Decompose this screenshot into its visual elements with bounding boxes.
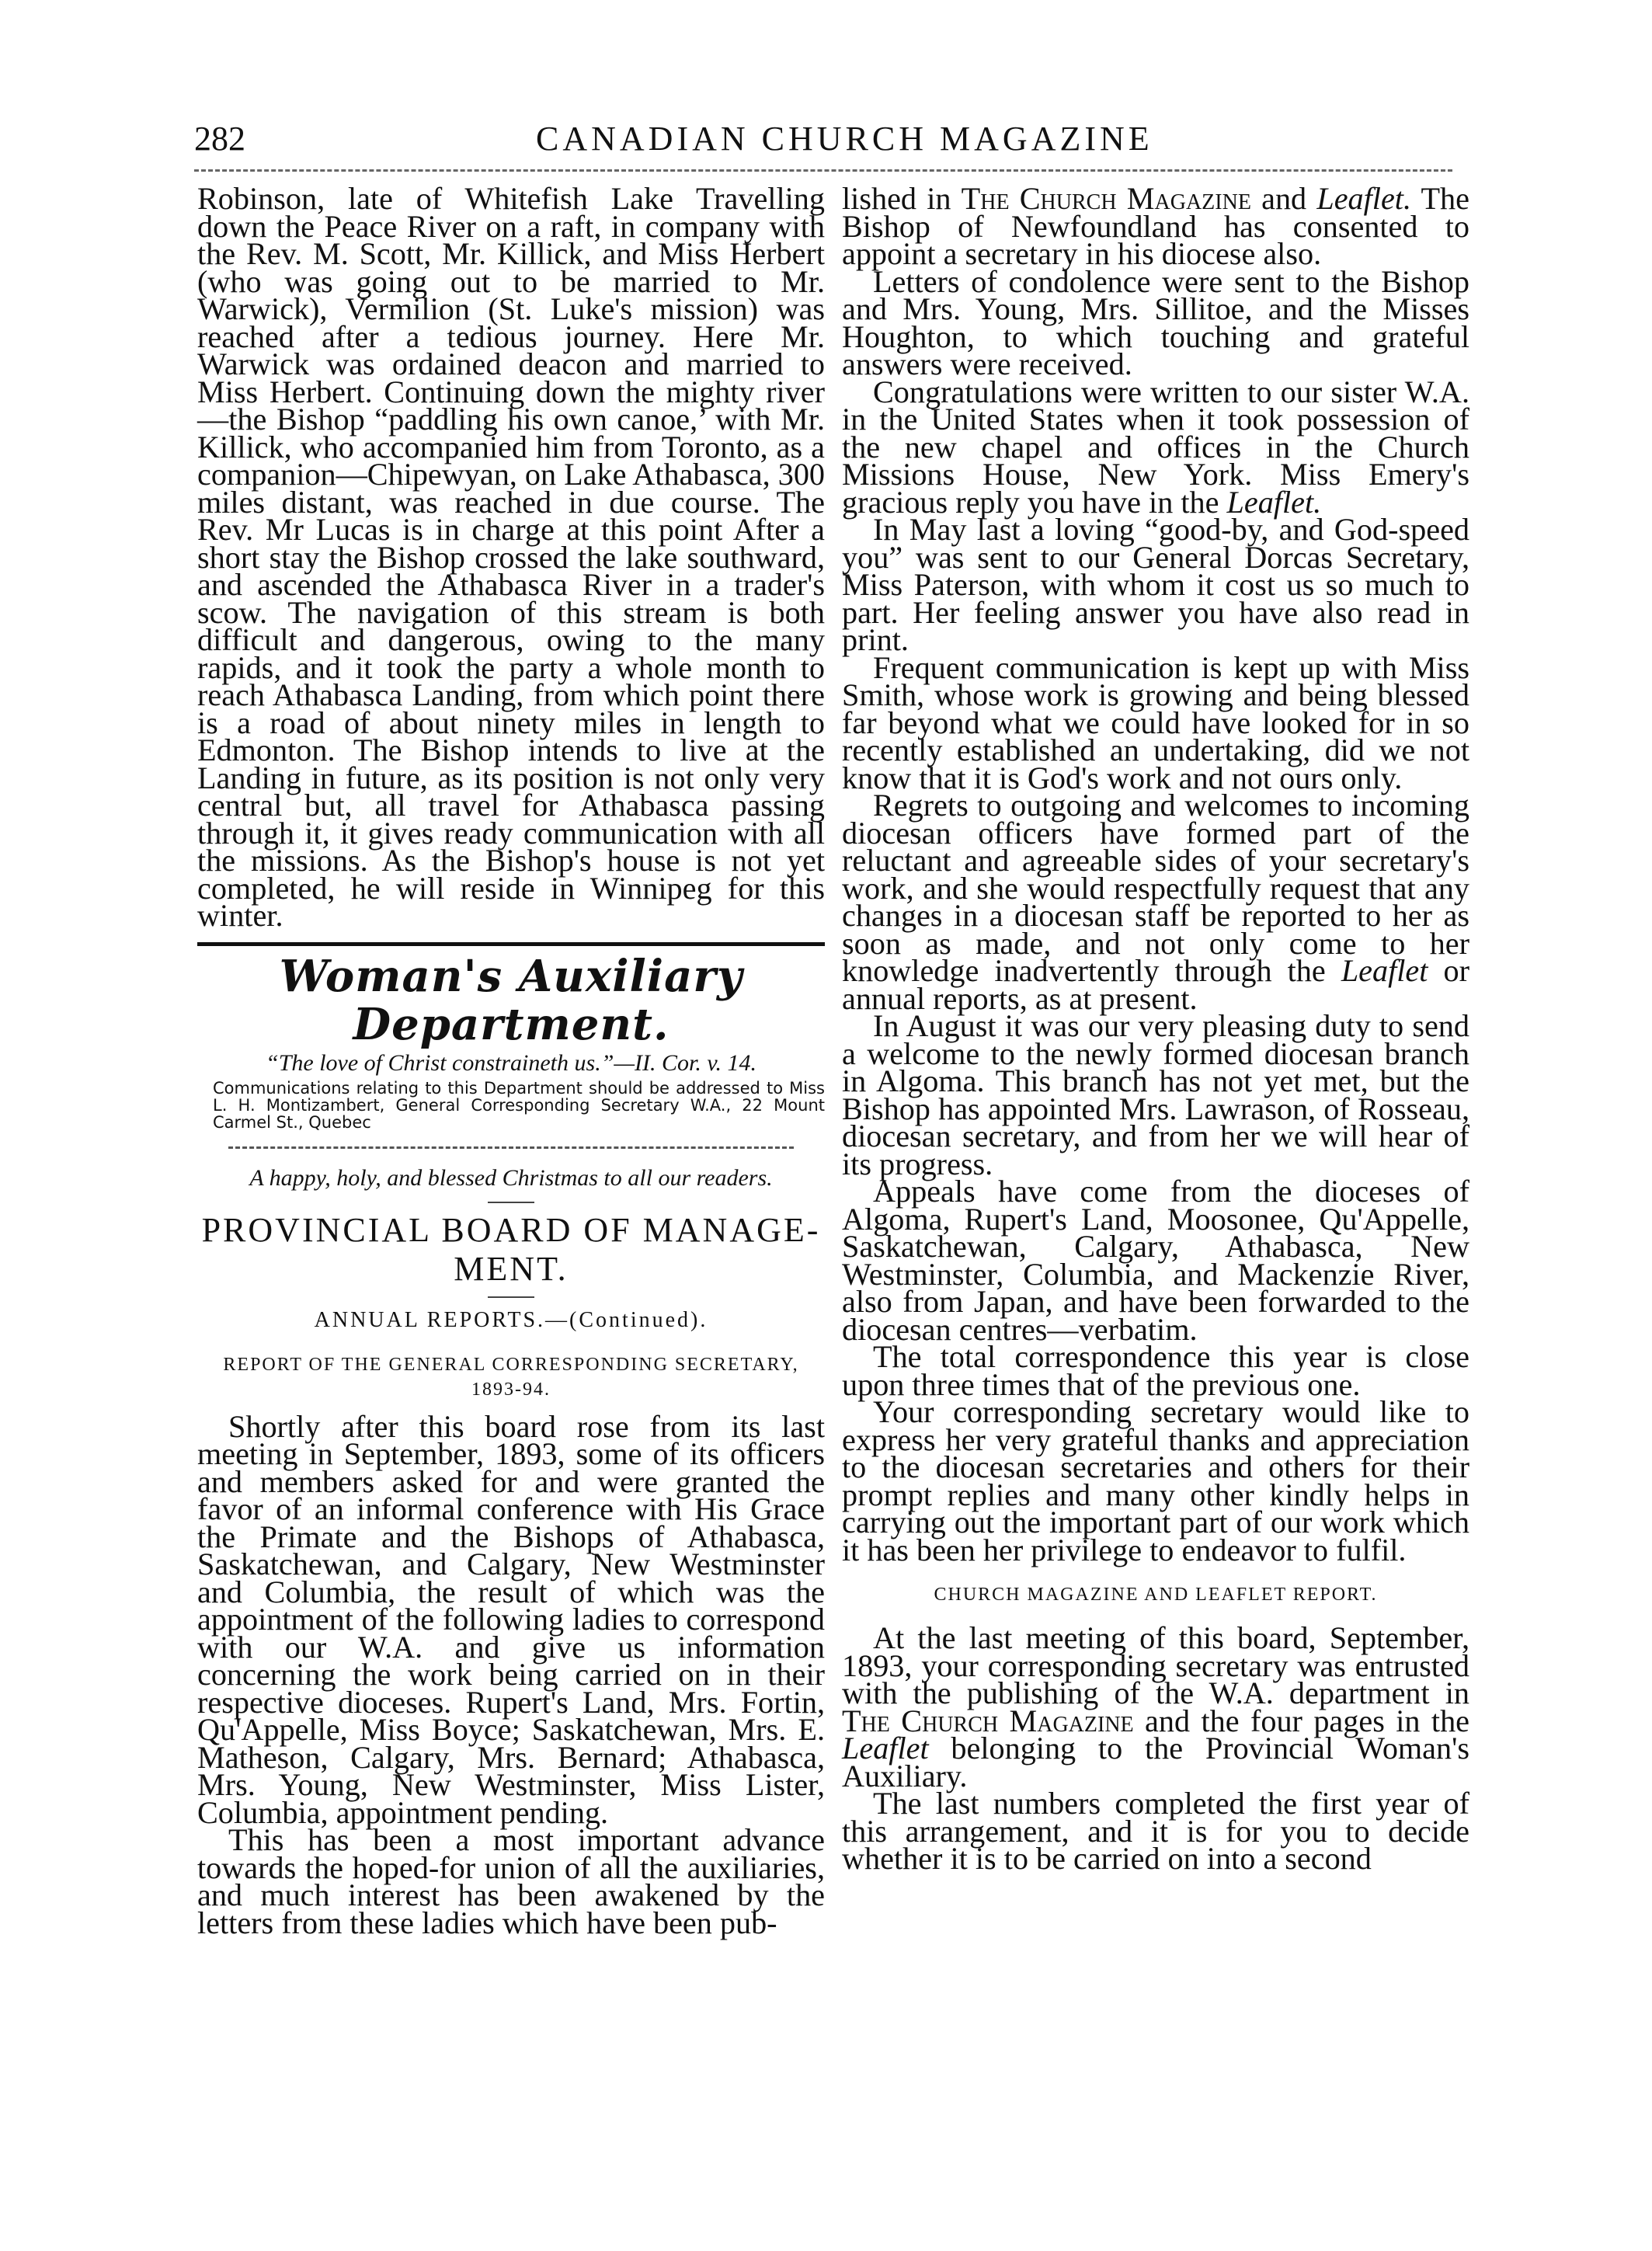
- article-paragraph: At the last meeting of this board, September, 1893, your corresponding secretary was entrusted with the publishing of the W.A. department in The Church Magazine and the four pages in the Leaflet belonging to the Provincial Woman's Auxiliary.: [842, 1620, 1470, 1793]
- article-paragraph: The total correspondence this year is close upon three times that of the previous one.: [842, 1339, 1469, 1402]
- wa-motto: “The love of Christ constraineth us.”—II. Cor. v. 14.: [266, 1049, 756, 1076]
- article-paragraph: The last numbers completed the first year of this arrangement, and it is for you to decide whether it is to be carried on into a second: [842, 1786, 1469, 1876]
- article-paragraph: Congratulations were written to our sister W.A. in the United States when it took possession of the new chapel and offices in the Church Missions House, New York. Miss Emery's gracious reply you have in the Leaflet.: [842, 374, 1469, 520]
- leaflet-report-heading: CHURCH MAGAZINE AND LEAFLET REPORT.: [934, 1585, 1378, 1605]
- article-paragraph: This has been a most important advance towards the hoped-for union of all the auxiliaries, and much interest has been awakened by the letters from these ladies which have been pub-: [197, 1822, 825, 1940]
- article-paragraph: Regrets to outgoing and welcomes to incoming diocesan officers have formed part of the reluctant and agreeable sides of your secretary's work, and she would respectfully request that any changes in a diocesan staff be reported to her as soon as made, and not only come to her knowledge inadvertently through the Leaflet or annual reports, as at present.: [842, 788, 1469, 1016]
- article-paragraph: In August it was our very pleasing duty to send a welcome to the newly formed diocesan branch in Algoma. This branch has not yet met, but the Bishop has appointed Mrs. Lawrason, of Rosseau, diocesan secretary, and from her we will hear of its progress.: [842, 1008, 1469, 1181]
- annual-reports-subheading: ANNUAL REPORTS.—(Continued).: [314, 1307, 708, 1332]
- christmas-greeting: A happy, holy, and blessed Christmas to all our readers.: [249, 1164, 773, 1191]
- article-paragraph: Frequent communication is kept up with Miss Smith, whose work is growing and being blessed far beyond what we could have looked for in so recently established an undertaking, did we not know that it is God's work and not ours only.: [842, 649, 1469, 795]
- page-header: [194, 113, 1441, 167]
- article-paragraph: Letters of condolence were sent to the Bishop and Mrs. Young, Mrs. Sillitoe, and the Misses Houghton, to which touching and grateful answers were received.: [842, 263, 1469, 381]
- article-paragraph: In May last a loving “good-by, and God-speed you” was sent to our General Dorcas Secretary, Miss Paterson, with whom it cost us so much to part. Her feeling answer you have also read in print.: [842, 512, 1469, 657]
- left-column: [197, 181, 826, 1940]
- wa-contact-note: Communications relating to this Department should be addressed to Miss L. H. Montizambert, General Corresponding Secretary W.A., 22 Mount Carmel St., Quebec: [213, 1078, 825, 1132]
- article-paragraph: Your corresponding secretary would like to express her very grateful thanks and appreciation to the diocesan secretaries and others for their prompt replies and many other kindly helps in carrying out the important part of our work which it has been her privilege to endeavor to fulfil.: [842, 1394, 1469, 1567]
- board-heading: PROVINCIAL BOARD OF MANAGE-MENT.: [201, 1210, 821, 1288]
- bishop-travel-paragraph: Robinson, late of Whitefish Lake Travelling down the Peace River on a raft, in company with the Rev. M. Scott, Mr. Killick, and Miss Herbert (who was going out to be married to Mr. Warwick), Vermilion (St. Luke's mission) was reached after a tedious journey. Here Mr. Warwick was ordained deacon and married to Miss Herbert. Continuing down the mighty river—the Bishop “paddling his own canoe,’ with Mr. Killick, who accompanied him from Toronto, as a companion—Chipewyan, on Lake Athabasca, 300 miles distant, was reached in due course. The Rev. Mr Lucas is in charge at this point After a short stay the Bishop crossed the lake southward, and ascended the Athabasca River in a trader's scow. The navigation of this stream is both difficult and dangerous, owing to the many rapids, and it took the party a whole month to reach Athabasca Landing, from which point there is a road of about ninety miles in length to Edmonton. The Bishop intends to live at the Landing in future, as its position is not only very central but, all travel for Athabasca passing through it, it gives ready communication with all the missions. As the Bishop's house is not yet completed, he will reside in Winnipeg for this winter.: [197, 181, 826, 933]
- short-rule: [488, 1202, 534, 1203]
- page-number: 282: [194, 120, 245, 158]
- wa-department-heading: Woman's Auxiliary Department.: [279, 950, 743, 1050]
- article-paragraph: Shortly after this board rose from its last meeting in September, 1893, some of its officers and members asked for and were granted the favor of an informal conference with His Grace the Primate and the Bishops of Athabasca, Saskatchewan, and Calgary, New Westminster and Columbia, the result of which was the appointment of the following ladies to correspond with our W.A. and give us information concerning the work being carried on in their respective dioceses. Rupert's Land, Mrs. Fortin, Qu'Appelle, Miss Boyce; Saskatchewan, Mrs. E. Matheson, Calgary, Mrs. Bernard; Athabasca, Mrs. Young, New Westminster, Miss Lister, Columbia, appointment pending.: [197, 1408, 825, 1830]
- magazine-title: CANADIAN CHURCH MAGAZINE: [536, 120, 1153, 158]
- report-heading: REPORT OF THE GENERAL CORRESPONDING SECRETARY, 1893-94.: [223, 1354, 799, 1400]
- section-divider: [197, 942, 825, 946]
- dashed-divider: [228, 1146, 794, 1149]
- article-paragraph: Appeals have come from the dioceses of Algoma, Rupert's Land, Moosonee, Qu'Appelle, Saskatchewan, Calgary, Athabasca, New Westminster, Columbia, and Mackenzie River, also from Japan, and have been forwarded to the diocesan centres—verbatim.: [842, 1174, 1469, 1347]
- short-rule: [488, 1296, 534, 1298]
- right-column: [842, 181, 1470, 1876]
- header-rule: [194, 169, 1452, 172]
- article-paragraph: lished in The Church Magazine and Leaflet. The Bishop of Newfoundland has consented to appoint a secretary in his diocese also.: [842, 181, 1469, 271]
